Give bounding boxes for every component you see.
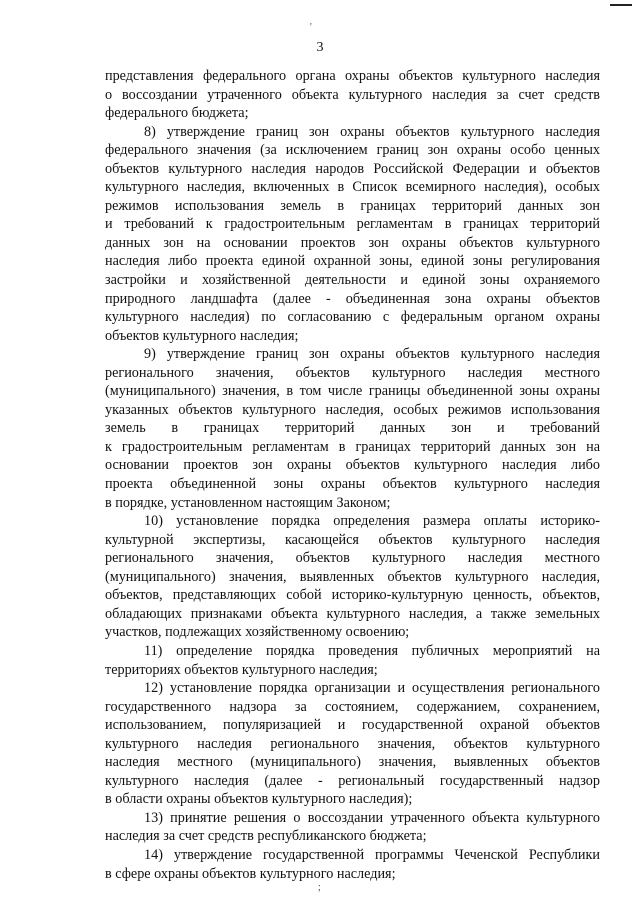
text-line: объектов, представляющих собой историко-культурную ценность, объектов, [105,587,600,604]
text-line: наследия за счет средств республиканского бюджета; [105,828,427,845]
scan-speck-bottom: ; [318,882,321,893]
text-line: 10) установление порядка определения размера оплаты историко- [144,513,600,530]
text-line: культурного наследия) по согласованию с федеральным органом охраны [105,309,600,326]
page-number: 3 [316,40,324,55]
text-line: о воссоздании утраченного объекта культурного наследия за счет средств [105,86,600,103]
text-line: 11) определение порядка проведения публичных мероприятий на [144,642,600,659]
text-line: в области охраны объектов культурного наследия); [105,791,413,808]
text-line: обладающих признаками объекта культурного наследия, а также земельных [105,605,600,622]
text-line: культурного наследия (далее - региональный государственный надзор [105,772,600,789]
text-line: объектов культурного наследия народов Российской Федерации и объектов [105,160,600,177]
text-line: наследия местного (муниципального) значения, выявленных объектов [105,754,600,771]
text-line: 13) принятие решения о воссоздании утраченного объекта культурного [144,809,600,826]
text-line: культурного наследия, включенных в Список всемирного наследия), особых [105,179,600,196]
text-line: указанных объектов культурного наследия, особых режимов использования [105,401,600,418]
text-line: федерального бюджета; [105,105,249,122]
text-line: регионального значения, объектов культурного наследия местного [105,550,600,567]
text-line: культурного наследия регионального значения, объектов культурного [105,735,600,752]
text-line: 8) утверждение границ зон охраны объектов культурного наследия [144,123,600,140]
text-line: (муниципального) значения, выявленных объектов культурного наследия, [105,568,600,585]
text-line: территориях объектов культурного наследия; [105,661,378,678]
text-line: 9) утверждение границ зон охраны объектов культурного наследия [144,346,600,363]
scan-speck-top: ' [310,22,312,33]
text-line: данных зон на основании проектов зон охраны объектов культурного [105,234,600,251]
text-line: представления федерального органа охраны объектов культурного наследия [105,68,600,84]
text-line: и требований к градостроительным регламентам в границах территорий [105,216,600,233]
text-line: объектов культурного наследия; [105,327,299,344]
text-line: основании проектов зон охраны объектов культурного наследия либо [105,457,600,474]
text-line: государственного надзора за состоянием, содержанием, сохранением, [105,698,600,715]
text-line: к градостроительным регламентам в границах территорий данных зон на [105,438,600,455]
text-line: 14) утверждение государственной программы Чеченской Республики [144,846,600,863]
text-line: земель в границах территорий данных зон и требований [105,420,600,437]
text-line: участков, подлежащих хозяйственному освоению; [105,624,410,641]
text-line: режимов использования земель в границах территорий данных зон [105,197,600,214]
text-line: природного ландшафта (далее - объединенная зона охраны объектов [105,290,600,307]
text-line: застройки и хозяйственной деятельности и единой зоны охраняемого [105,272,600,289]
document-body [105,67,600,883]
text-line: культурной экспертизы, касающейся объектов культурного наследия [105,531,600,548]
scan-corner-mark [610,4,632,6]
text-line: наследия либо проекта единой охранной зоны, единой зоны регулирования [105,253,600,270]
text-line: использованием, популяризацией и государственной охраной объектов [105,717,600,734]
text-line: 12) установление порядка организации и осуществления регионального [144,680,600,697]
text-line: проекта объединенной зоны охраны объектов культурного наследия [105,476,600,493]
text-line: в сфере охраны объектов культурного наследия; [105,865,396,882]
text-line: регионального значения, объектов культурного наследия местного [105,364,600,381]
text-line: федерального значения (за исключением границ зон охраны особо ценных [105,142,600,159]
text-line: в порядке, установленном настоящим Законом; [105,494,391,511]
text-line: (муниципального) значения, в том числе границы объединенной зоны охраны [105,383,600,400]
